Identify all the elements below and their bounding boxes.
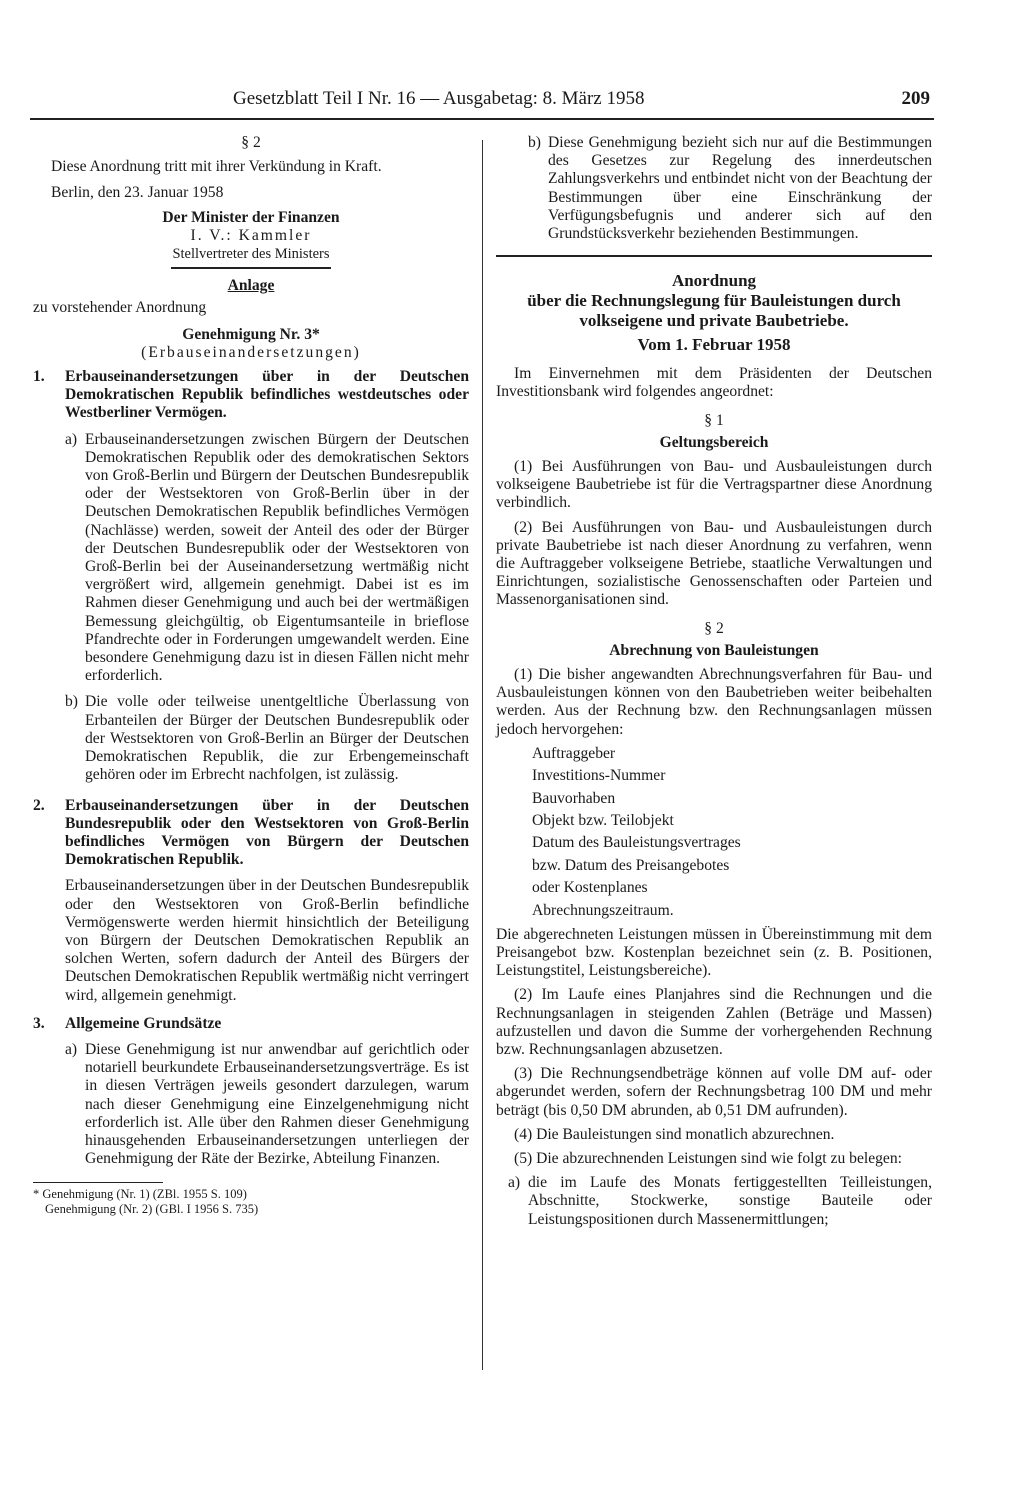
required-items-list xyxy=(532,745,932,920)
section-1-para-2: (2) Bei Ausführungen von Bau- und Ausbauleistungen durch private Baubetriebe ist nach dieser Anordnung zu verfahren, wenn die Auftraggeber volkseigene Betriebe, staatliche Verwaltungen und Einrichtungen, sozialistische Genossenschaften oder Parteien und Massenorganisationen sind. xyxy=(496,518,932,609)
section-2b-para-2: (2) Im Laufe eines Planjahres sind die Rechnungen und die Rechnungsanlagen in steigenden Zahlen (Beträge und Massen) aufzustellen und davon die Summe der vorhergehenden Rechnung bzw. Rechnungsanlagen abzusetzen. xyxy=(496,986,932,1059)
signature-role: Stellvertreter des Ministers xyxy=(172,246,330,263)
list-item: Auftraggeber xyxy=(532,744,616,762)
item-1b-text: Die volle oder teilweise unentgeltliche Überlassung von Erbanteilen der Bürger der Deutschen Bundesrepublik oder der Westsektoren von Groß-Berlin an Bürger der Deutschen Demokratischen Republik, die zur Erbengemeinschaft gehören oder im Erbrecht nachfolgen, ist zulässig. xyxy=(85,693,469,784)
list-item: Abrechnungszeitraum. xyxy=(532,901,674,919)
ordinance-date: Vom 1. Februar 1958 xyxy=(637,335,791,355)
left-column xyxy=(33,134,469,1217)
list-item: Investitions-Nummer xyxy=(532,767,666,785)
item-3b xyxy=(528,134,932,243)
list-item: oder Kostenplanes xyxy=(532,879,648,897)
ordinance-intro: Im Einvernehmen mit dem Präsidenten der Deutschen Investitionsbank wird folgendes angeordnet: xyxy=(496,365,932,401)
list-item: Objekt bzw. Teilobjekt xyxy=(532,812,674,830)
ordinance-subtitle: über die Rechnungslegung für Bauleistungen durch volkseigene und private Baubetriebe. xyxy=(527,291,901,331)
section-2b-para-1b: Die abgerechneten Leistungen müssen in Übereinstimmung mit dem Preisangebot bzw. Kostenplan bezeichnet sein (z. B. Positionen, Leistungstitel, Leistungsbereiche). xyxy=(496,925,932,980)
date-line: Berlin, den 23. Januar 1958 xyxy=(51,184,224,202)
item-1a xyxy=(65,431,469,686)
item-2-title: Erbauseinandersetzungen über in der Deutschen Bundesrepublik oder den Westsektoren von Groß-Berlin befindliches Vermögen von Bürgern der Deutschen Demokratischen Republik. xyxy=(65,796,469,869)
item-1 xyxy=(33,368,469,423)
item-3b-text: Diese Genehmigung bezieht sich nur auf die Bestimmungen des Gesetzes zur Regelung des innerdeutschen Zahlungsverkehrs und entbindet nicht von der Beachtung der Bestimmungen über eine Einschränkung der Verfügungsbefugnis und anderer sich auf den Grundstücksverkehr beziehenden Bestimmungen. xyxy=(548,134,932,243)
item-1a-label: a) xyxy=(65,430,78,448)
para-5a-label: a) xyxy=(508,1174,521,1192)
signature-org: Der Minister der Finanzen xyxy=(162,208,340,226)
page-header xyxy=(30,88,930,114)
para-5a-text: die im Laufe des Monats fertiggestellten Teilleistungen, Abschnitte, Stockwerke, sonstige Bauteile oder Leistungspositionen durch Massenermittlungen; xyxy=(528,1174,932,1228)
item-3a-label: a) xyxy=(65,1040,78,1058)
section-2b-para-5a xyxy=(508,1174,932,1229)
item-3-title: Allgemeine Grundsätze xyxy=(65,1014,222,1032)
ordinance-title: Anordnung xyxy=(671,271,757,291)
list-item: bzw. Datum des Preisangebotes xyxy=(532,856,730,874)
footnote-1: * Genehmigung (Nr. 1) (ZBl. 1955 S. 109) xyxy=(33,1187,247,1202)
item-1-title: Erbauseinandersetzungen über in der Deutschen Demokratischen Republik befindliches westdeutsches oder Westberliner Vermögen. xyxy=(65,368,469,422)
section-1-para-1: (1) Bei Ausführungen von Bau- und Ausbauleistungen durch volkseigene Baubetriebe ist für die Vertragspartner diese Anordnung verbindlich. xyxy=(496,458,932,512)
item-2-number: 2. xyxy=(33,796,45,814)
right-column xyxy=(496,134,932,1237)
section-2b-heading: § 2 xyxy=(704,619,724,637)
genehmigung-title: Genehmigung Nr. 3* xyxy=(182,325,320,343)
list-item: Bauvorhaben xyxy=(532,789,616,807)
genehmigung-subtitle: (Erbauseinandersetzungen) xyxy=(141,343,361,361)
item-3b-label: b) xyxy=(528,134,541,151)
item-3-number: 3. xyxy=(33,1014,45,1032)
anlage-heading: Anlage xyxy=(227,277,275,295)
item-1b-label: b) xyxy=(65,693,78,711)
item-1a-text: Erbauseinandersetzungen zwischen Bürgern der Deutschen Demokratischen Republik oder des demokratischen Sektors von Groß-Berlin und Bürgern der Deutschen Bundesrepublik oder der Westsektoren von Groß-Berlin über in der Deutschen Demokratischen Republik befindliches Vermögen (Nachlässe) werden, soweit der Anteil des oder der Bürger der Deutschen Bundesrepublik oder der Westsektoren von Groß-Berlin bei der Auseinandersetzung wertmäßig nicht vergrößert wird, allgemein genehmigt. Dabei ist es im Rahmen dieser Genehmigung und auch bei der wertmäßigen Bemessung gleichgültig, ob Eigentumsanteile in brieflose Pfandrechte oder in Forderungen umgewandelt werden. Eine besondere Genehmigung dazu ist in diesen Fällen nicht mehr erforderlich. xyxy=(85,430,469,685)
section-2b-para-4: (4) Die Bauleistungen sind monatlich abzurechnen. xyxy=(514,1125,835,1143)
section-2b-title: Abrechnung von Bauleistungen xyxy=(609,641,819,659)
item-3a xyxy=(65,1041,469,1168)
list-item: Datum des Bauleistungsvertrages xyxy=(532,834,741,852)
section-2b-para-3: (3) Die Rechnungsendbeträge können auf volle DM auf- oder abgerundet werden, sofern der Rechnungsbetrag 100 DM und mehr beträgt (bis 0,50 DM abrunden, ab 0,51 DM aufrunden). xyxy=(496,1065,932,1119)
header-rule xyxy=(30,118,934,120)
anlage-subtitle: zu vorstehender Anordnung xyxy=(33,299,207,317)
signature-name: I. V.: Kammler xyxy=(190,226,312,244)
section-2b-para-5: (5) Die abzurechnenden Leistungen sind wie folgt zu belegen: xyxy=(514,1150,902,1168)
section-2-heading: § 2 xyxy=(241,134,261,151)
section-2-text: Diese Anordnung tritt mit ihrer Verkündung in Kraft. xyxy=(51,158,382,176)
item-2-text: Erbauseinandersetzungen über in der Deutschen Bundesrepublik oder den Westsektoren von Groß-Berlin befindliche Vermögenswerte werden hiermit hinsichtlich der Beteiligung von Bürgern der Deutschen Demokratischen Republik an solchen Werten, sofern dadurch der Anteil des Bürgers der Deutschen Demokratischen Republik wertmäßig nicht verringert wird, allgemein genehmigt. xyxy=(65,877,470,1004)
column-divider xyxy=(482,140,483,1370)
item-3a-text: Diese Genehmigung ist nur anwendbar auf gerichtlich oder notariell beurkundete Erbauseinandersetzungsverträge. Es ist in diesen Verträgen jeweils gesondert darzulegen, warum nach dieser Genehmigung eine Einzelgenehmigung nicht erforderlich ist. Alle über den Rahmen dieser Genehmigung hinausgehenden Erbauseinandersetzungen unterliegen der Genehmigung der Räte der Bezirke, Abteilung Finanzen. xyxy=(85,1040,469,1168)
page-number: 209 xyxy=(901,88,930,109)
item-2 xyxy=(33,797,469,870)
section-2b-para-1: (1) Die bisher angewandten Abrechnungsverfahren für Bau- und Ausbauleistungen können von den Baubetrieben weiter beibehalten werden. Aus der Rechnung bzw. den Rechnungsanlagen müssen jedoch hervorgehen: xyxy=(496,666,932,738)
header-title: Gesetzblatt Teil I Nr. 16 — Ausgabetag: 8. März 1958 xyxy=(233,88,645,109)
item-3 xyxy=(33,1015,469,1033)
section-1-heading: § 1 xyxy=(704,411,724,429)
item-1-number: 1. xyxy=(33,368,45,386)
section-divider xyxy=(496,255,932,257)
section-1-title: Geltungsbereich xyxy=(659,433,769,451)
item-1b xyxy=(65,693,469,784)
footnote-2: Genehmigung (Nr. 2) (GBl. I 1956 S. 735) xyxy=(45,1202,259,1217)
divider-rule xyxy=(171,267,331,269)
footnote-rule xyxy=(33,1182,163,1183)
